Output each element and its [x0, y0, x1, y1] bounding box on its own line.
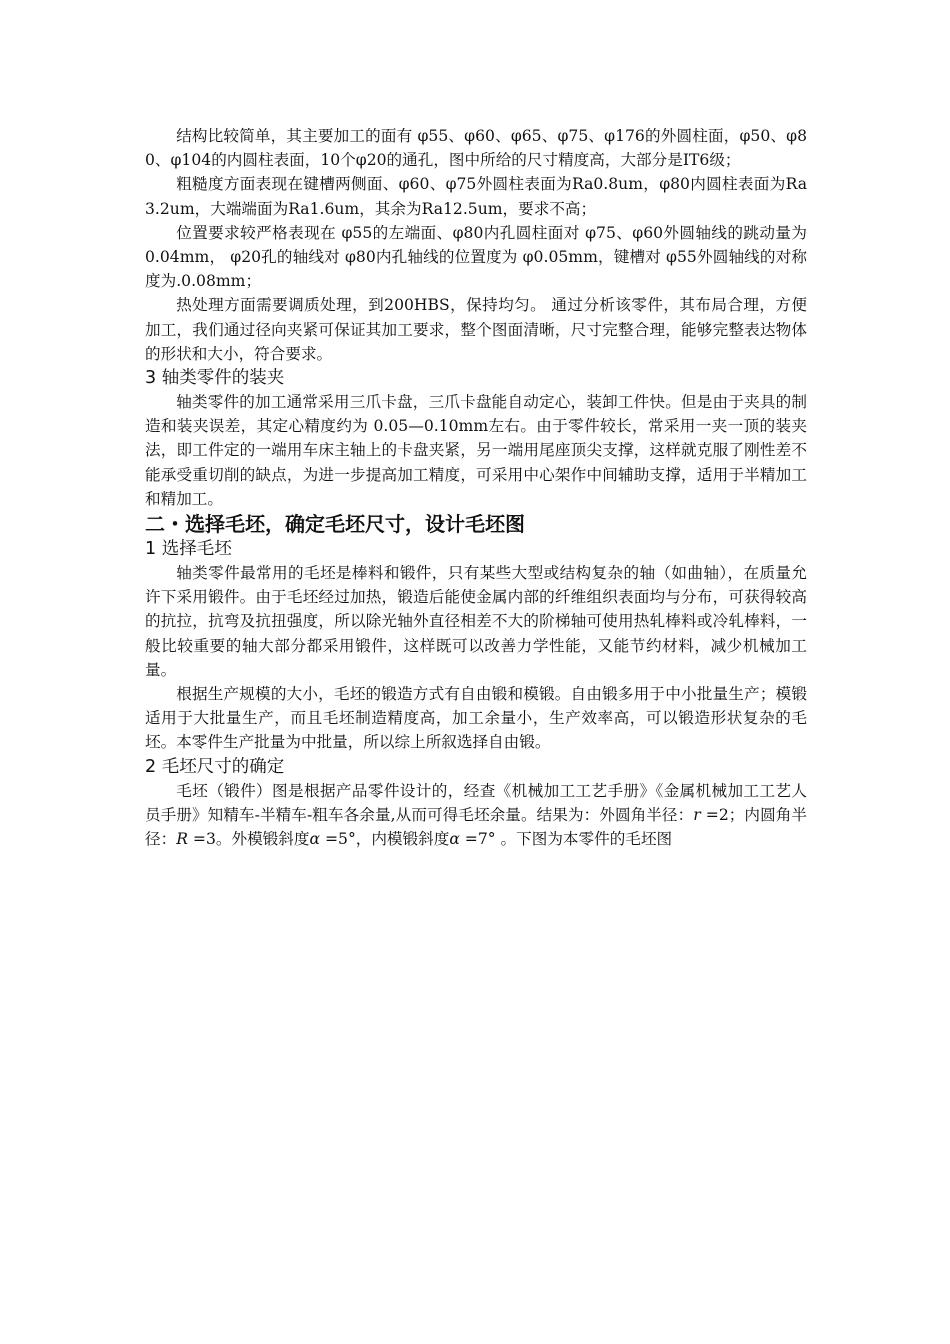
paragraph-structure: 结构比较简单，其主要加工的面有 φ55、φ60、φ65、φ75、φ176的外圆柱面，φ50、φ80、φ104的内圆柱表面，10个φ20的通孔，图中所给的尺寸精度高，大部分是IT6级； — [145, 127, 807, 170]
heading-clamping: 3 轴类零件的装夹 — [145, 368, 285, 389]
outer-draft-angle-symbol: α — [309, 830, 320, 849]
blank-size-text-5: =7° 。下图为本零件的毛坯图 — [459, 830, 673, 849]
heading-choose-blank: 1 选择毛坯 — [145, 539, 232, 560]
paragraph-forging-method: 根据生产规模的大小，毛坯的锻造方式有自由锻和模锻。自由锻多用于中小批量生产；模锻适用于大批量生产，而且毛坯制造精度高，加工余量小，生产效率高，可以锻造形状复杂的毛坯。本零件生产批量为中批量，所以综上所叙选择自由锻。 — [145, 685, 807, 752]
outer-radius-symbol: r — [693, 805, 701, 824]
inner-draft-angle-symbol: α — [449, 830, 460, 849]
document-page — [145, 124, 807, 851]
blank-size-text-1: 毛坯（锻件）图是根据产品零件设计的，经查《机械加工工艺手册》《金属机械加工工艺人员手册》知精车-半精车-粗车各余量,从而可得毛坯余量。结果为：外圆角半径： — [145, 781, 807, 824]
heading-blank-size: 2 毛坯尺寸的确定 — [145, 756, 285, 777]
blank-size-text-2: =2；内圆角半径： — [145, 805, 807, 849]
paragraph-blank-types: 轴类零件最常用的毛坯是棒料和锻件，只有某些大型或结构复杂的轴（如曲轴），在质量允许下采用锻件。由于毛坯经过加热，锻造后能使金属内部的纤维组织表面均与分布，可获得较高的抗拉，抗弯及抗扭强度，所以除光轴外直径相差不大的阶梯轴可使用热轧棒料或冷轧棒料，一般比较重要的轴大部分都采用锻件，这样既可以改善力学性能，又能节约材料，减少机械加工量。 — [145, 564, 807, 679]
paragraph-clamping: 轴类零件的加工通常采用三爪卡盘，三爪卡盘能自动定心，装卸工件快。但是由于夹具的制造和装夹误差，其定心精度约为 0.05—0.10mm左右。由于零件较长，常采用一夹一顶的装夹法，即工件定的一端用车床主轴上的卡盘夹紧，另一端用尾座顶尖支撑，这样就克服了刚性差不能承受重切削的缺点，为进一步提高加工精度，可采用中心架作中间辅助支撑，适用于半精加工和精加工。 — [145, 393, 807, 508]
paragraph-blank-size — [145, 779, 807, 852]
paragraph-roughness: 粗糙度方面表现在键槽两侧面、φ60、φ75外圆柱表面为Ra0.8um，φ80内圆柱表面为Ra3.2um，大端端面为Ra1.6um，其余为Ra12.5um，要求不高； — [145, 175, 807, 218]
inner-radius-symbol: R — [176, 830, 188, 849]
blank-size-text-3: =3。外模锻斜度 — [187, 830, 310, 849]
paragraph-position: 位置要求较严格表现在 φ55的左端面、φ80内孔圆柱面对 φ75、φ60外圆轴线的跳动量为 0.04mm， φ20孔的轴线对 φ80内孔轴线的位置度为 φ0.05mm，键槽对 φ55外圆轴线的对称度为.0.08mm； — [145, 223, 807, 291]
blank-size-text-4: =5°，内模锻斜度 — [320, 830, 450, 849]
paragraph-heat-treatment: 热处理方面需要调质处理，到200HBS，保持均匀。 通过分析该零件，其布局合理，方便加工，我们通过径向夹紧可保证其加工要求，整个图面清晰，尺寸完整合理，能够完整表达物体的形状和大小，符合要求。 — [145, 296, 807, 363]
heading-section-two: 二・选择毛坯，确定毛坯尺寸，设计毛坯图 — [145, 512, 525, 537]
